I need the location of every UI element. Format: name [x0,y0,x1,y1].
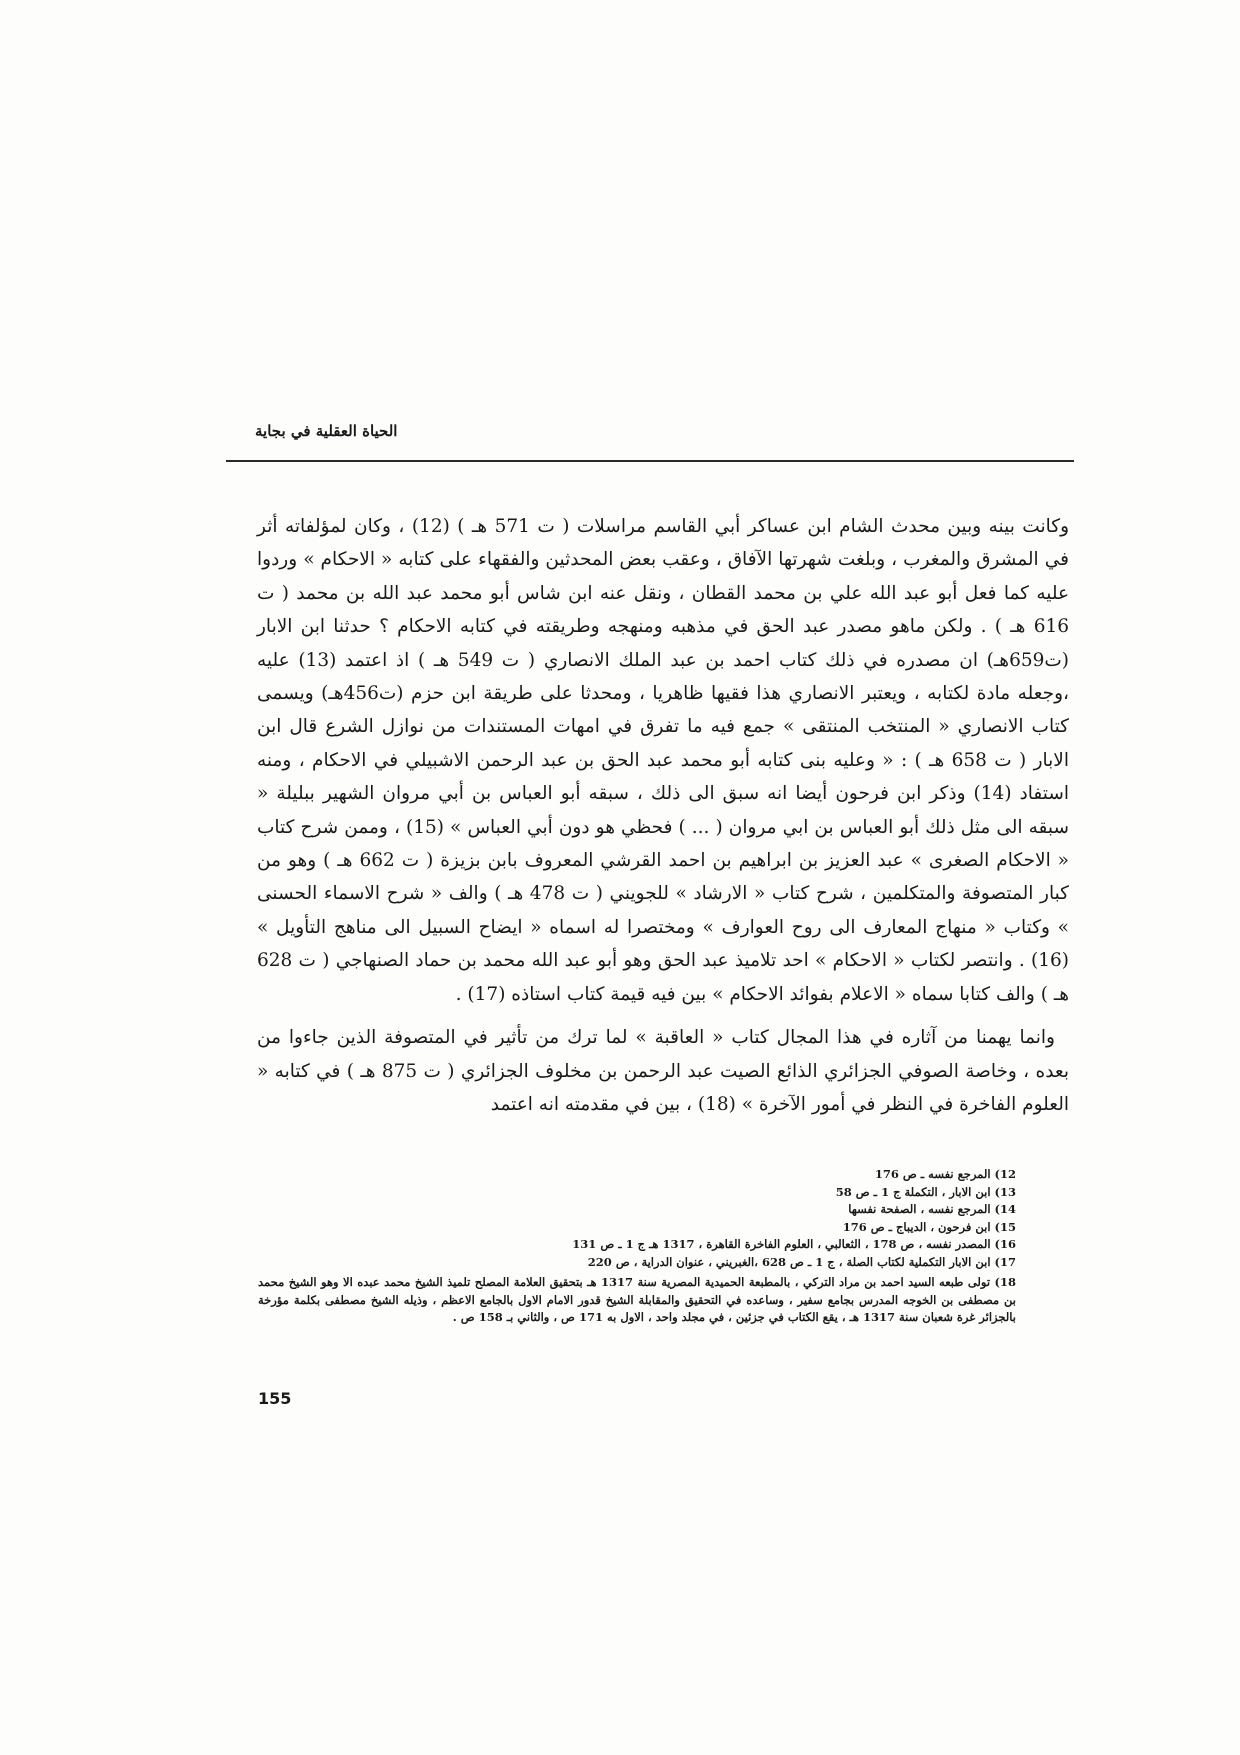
paragraph: وكانت بينه وبين محدث الشام ابن عساكر أبي القاسم مراسلات ( ت 571 هـ ) (12) ، وكان لمؤلفاته أثر في المشرق والمغرب ، وبلغت شهرتها الآفاق ، وعقب بعض المحدثين والفقهاء على كتابه « الاحكام » وردوا عليه كما فعل أبو عبد الله علي بن محمد القطان ، ونقل عنه ابن شاس أبو محمد عبد الله بن محمد ( ت 616 هـ ) . ولكن ماهو مصدر عبد الحق في مذهبه ومنهجه وطريقته في كتابه الاحكام ؟ حدثنا ابن الابار (ت659هـ) ان مصدره في ذلك كتاب احمد بن عبد الملك الانصاري ( ت 549 هـ ) اذ اعتمد (13) عليه ،وجعله مادة لكتابه ، ويعتبر الانصاري هذا فقيها ظاهريا ، ومحدثا على طريقة ابن حزم (ت456هـ) ويسمى كتاب الانصاري « المنتخب المنتقى » جمع فيه ما تفرق في امهات المستندات من نوازل الشرع قال ابن الابار ( ت 658 هـ ) : « وعليه بنى كتابه أبو محمد عبد الحق بن عبد الرحمن الاشبيلي في الاحكام ، ومنه استفاد (14) وذكر ابن فرحون أيضا انه سبق الى ذلك ، سبقه أبو العباس بن أبي مروان الشهير ببليلة « سبقه الى مثل ذلك أبو العباس بن ابي مروان ( ... ) فحظي هو دون أبي العباس » (15) ، وممن شرح كتاب « الاحكام الصغرى » عبد العزيز بن ابراهيم بن احمد القرشي المعروف بابن بزيزة ( ت 662 هـ ) وهو من كبار المتصوفة والمتكلمين ، شرح كتاب « الارشاد » للجويني ( ت 478 هـ ) والف « شرح الاسماء الحسنى » وكتاب « منهاج المعارف الى روح العوارف » ومختصرا له اسماه « ايضاح السبيل الى مناهج التأويل » (16) . وانتصر لكتاب « الاحكام » احد تلاميذ عبد الحق وهو أبو عبد الله محمد بن حماد الصنهاجي ( ت 628 هـ ) والف كتابا سماه « الاعلام بفوائد الاحكام » بين فيه قيمة كتاب استاذه (17) . [257,516,1070,1005]
body-text [257,510,1069,1121]
header-rule [226,460,1074,462]
page-number: 155 [258,1389,292,1408]
footnote: 14) المرجع نفسه ، الصفحة نفسها [848,1202,1016,1216]
footnote: 12) المرجع نفسه ـ ص 176 [874,1167,1016,1181]
footnotes [258,1166,1016,1327]
running-head: الحياة العقلية في بجاية [255,422,398,440]
paragraph: وانما يهمنا من آثاره في هذا المجال كتاب « العاقبة » لما ترك من تأثير في المتصوفة الذين جاءوا من بعده ، وخاصة الصوفي الجزائري الذائع الصيت عبد الرحمن بن مخلوف الجزائري ( ت 875 هـ ) في كتابه « العلوم الفاخرة في النظر في أمور الآخرة » (18) ، بين في مقدمته انه اعتمد [257,1027,1069,1115]
footnote: 17) ابن الابار التكملية لكتاب الصلة ، ج 1 ـ ص 628 ،الغبريني ، عنوان الدراية ، ص 220 [587,1254,1016,1269]
footnote: 15) ابن فرحون ، الديباج ـ ص 176 [842,1219,1016,1234]
footnote: 13) ابن الابار ، التكملة ج 1 ـ ص 58 [835,1184,1016,1199]
footnote: 18) تولى طبعه السيد احمد بن مراد التركي ، بالمطبعة الحميدية المصرية سنة 1317 هـ بتحقيق العلامة المصلح تلميذ الشيخ محمد عبده الا وهو الشيخ محمد بن مصطفى بن الخوجه المدرس بجامع سفير ، وساعده في التحقيق والمقابلة الشيخ قدور الامام الاول بالجامع الاعظم ، وذيله الشيخ مصطفى بكلمة مؤرخة بالجزائر غرة شعبان سنة 1317 هـ ، يقع الكتاب في جزئين ، في مجلد واحد ، الاول به 171 ص ، والثاني بـ 158 ص . [258,1275,1016,1324]
footnote: 16) المصدر نفسه ، ص 178 ، الثعالبي ، العلوم الفاخرة القاهرة ، 1317 هـ ج 1 ـ ص 131 [572,1237,1016,1251]
